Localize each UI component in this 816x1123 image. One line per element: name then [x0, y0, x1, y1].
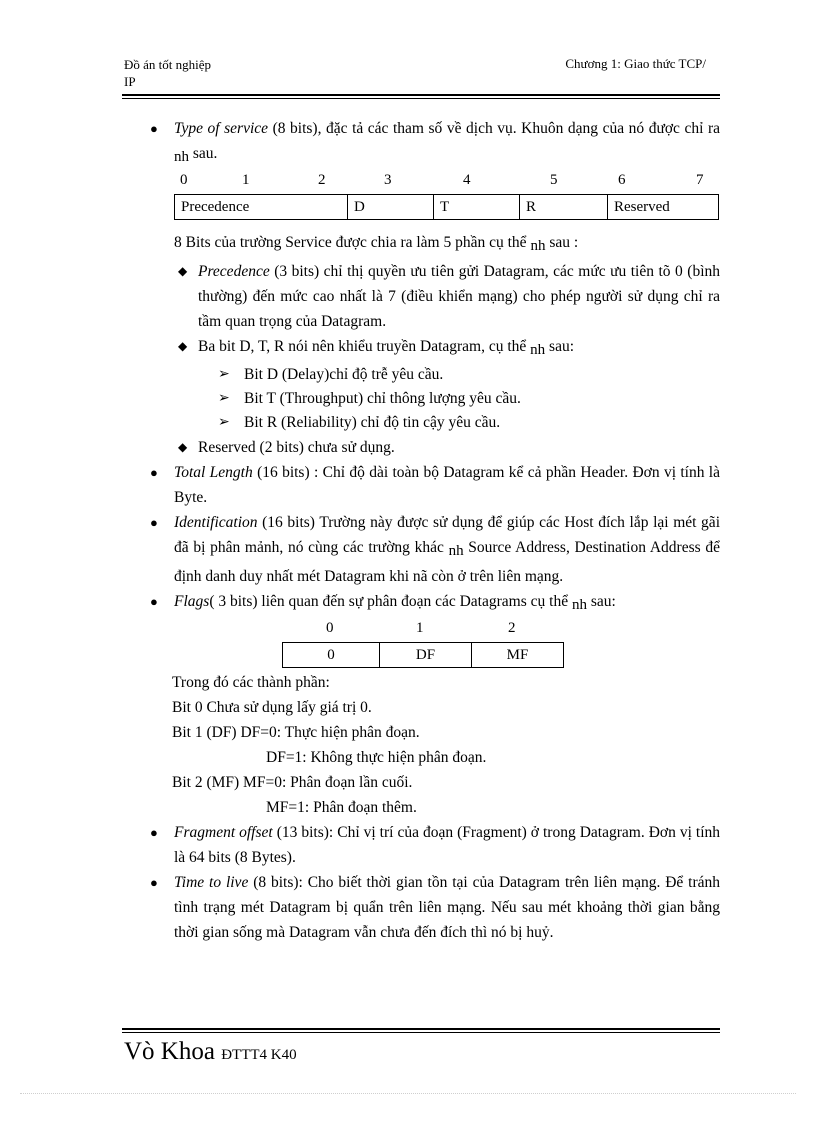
- diamond-dtr: ◆ Ba bit D, T, R nói nên khiểu truyền Datagram, cụ thể nh sau:: [122, 334, 720, 363]
- bit-label: 3: [384, 172, 392, 188]
- term-type-of-service: Type of service: [174, 120, 269, 137]
- field-t: T: [433, 195, 519, 219]
- flags-bit-layout: [282, 618, 720, 670]
- bullet-flags: ● Flags( 3 bits) liên quan đến sự phân đoạn các Datagrams cụ thể nh sau:: [122, 589, 720, 618]
- field-reserved: Reserved: [607, 195, 718, 219]
- running-header-left: [124, 56, 211, 90]
- bullet-dot-icon: ●: [150, 825, 158, 840]
- field-r: R: [519, 195, 607, 219]
- bullet-dot-icon: ●: [150, 465, 158, 480]
- arrow-bullet-icon: ➢: [218, 367, 230, 382]
- footer-rule-thin: [122, 1032, 720, 1033]
- footer-rule-thick: [122, 1028, 720, 1030]
- diamond-precedence: ◆ Precedence (3 bits) chỉ thị quyền ưu tiên gửi Datagram, các mức ưu tiên tõ 0 (bình thường) đến mức cao nhất là 7 (điều khiển mạng) cho phép người sử dụng chỉ ra tầm quan trọng của Datagram.: [122, 259, 720, 334]
- term-precedence: Precedence: [198, 263, 270, 280]
- footer-author: Vò Khoa: [124, 1038, 222, 1065]
- diamond-reserved: ◆ Reserved (2 bits) chưa sử dụng.: [122, 435, 720, 460]
- arrow-item-delay: ➢ Bit D (Delay)chỉ độ trễ yêu cầu.: [122, 363, 720, 387]
- bit-label: 1: [242, 172, 250, 188]
- service-intro: 8 Bits của trường Service được chia ra làm 5 phần cụ thể nh sau :: [174, 234, 579, 254]
- header-rule-thin: [122, 98, 720, 99]
- page-edge-dotted-line: [20, 1093, 796, 1094]
- bullet-dot-icon: ●: [150, 875, 158, 890]
- arrow-item-reliability: ➢ Bit R (Reliability) chỉ độ tin cậy yêu cầu.: [122, 411, 720, 435]
- bullet-fragment-offset: ● Fragment offset (13 bits): Chỉ vị trí của đoạn (Fragment) ở trong Datagram. Đơn vị tính là 64 bits (8 Bytes).: [122, 820, 720, 870]
- field-precedence: Precedence: [181, 199, 250, 215]
- page-body: [122, 116, 720, 945]
- bit-label: 4: [463, 172, 471, 188]
- term-flags: Flags: [174, 593, 210, 610]
- header-doc-type: Đồ án tốt nghiệp: [124, 57, 212, 72]
- flags-field-table: [282, 642, 564, 668]
- footer-class: ĐTTT4 K40: [221, 1047, 297, 1063]
- bullet-dot-icon: ●: [150, 594, 158, 609]
- bullet-dot-icon: ●: [150, 121, 158, 136]
- arrow-item-throughput: ➢ Bit T (Throughput) chỉ thông lượng yêu cầu.: [122, 387, 720, 411]
- field-d: D: [347, 195, 433, 219]
- bit-label: 2: [508, 620, 516, 636]
- diamond-bullet-icon: ◆: [178, 339, 188, 353]
- bit-label: 5: [550, 172, 558, 188]
- arrow-bullet-icon: ➢: [218, 391, 230, 406]
- bit-label: 0: [180, 172, 188, 188]
- bullet-time-to-live: ● Time to live (8 bits): Cho biết thời gian tồn tại của Datagram trên liên mạng. Để tránh tình trạng mét Datagram bị quẩn trên liên mạng. Nếu sau mét khoảng thời gian bằng thời gian sống mà Datagram vẫn chưa đến đích thì nó bị huỷ.: [122, 870, 720, 945]
- field-mf: MF: [471, 643, 563, 667]
- bullet-total-length: ● Total Length (16 bits) : Chỉ độ dài toàn bộ Datagram kể cả phần Header. Đơn vị tính là Byte.: [122, 460, 720, 510]
- field-df: DF: [379, 643, 471, 667]
- bullet-dot-icon: ●: [150, 515, 158, 530]
- flag-desc-bit1: Bit 1 (DF) DF=0: Thực hiện phân đoạn.: [172, 724, 420, 741]
- flag-desc-bit2: Bit 2 (MF) MF=0: Phân đoạn lần cuối.: [172, 774, 413, 791]
- bit-label: 0: [326, 620, 334, 636]
- diamond-bullet-icon: ◆: [178, 264, 188, 278]
- tos-bit-layout: [174, 170, 720, 230]
- arrow-bullet-icon: ➢: [218, 415, 230, 430]
- field-bit0: 0: [327, 647, 335, 663]
- tos-field-table: [174, 194, 719, 220]
- diamond-bullet-icon: ◆: [178, 440, 188, 454]
- bit-label: 6: [618, 172, 626, 188]
- bit-label: 7: [696, 172, 704, 188]
- flag-desc-mf1: MF=1: Phân đoạn thêm.: [266, 799, 417, 816]
- bullet-type-of-service: ● Type of service (8 bits), đặc tả các tham số về dịch vụ. Khuôn dạng của nó được chỉ ra nh sau.: [122, 116, 720, 170]
- bullet-identification: ● Identification (16 bits) Trường này được sử dụng để giúp các Host đích lắp lại mét gãi đã bị phân mảnh, nó cùng các trường khác nh Source Address, Destination Address để định danh duy nhất mét Datagram khi nã còn ở trên liên mạng.: [122, 510, 720, 589]
- term-identification: Identification: [174, 514, 258, 531]
- bit-label: 2: [318, 172, 326, 188]
- running-footer: [124, 1038, 297, 1066]
- term-total-length: Total Length: [174, 464, 253, 481]
- bit-label: 1: [416, 620, 424, 636]
- header-doc-type-cont: IP: [124, 74, 136, 89]
- flag-desc-bit0: Bit 0 Chưa sử dụng lấy giá trị 0.: [172, 699, 372, 716]
- flag-desc-df1: DF=1: Không thực hiện phân đoạn.: [266, 749, 487, 766]
- flag-desc-intro: Trong đó các thành phần:: [172, 674, 330, 691]
- header-rule-thick: [122, 94, 720, 96]
- running-header-right: Chương 1: Giao thức TCP/: [565, 56, 706, 71]
- term-time-to-live: Time to live: [174, 874, 249, 891]
- term-fragment-offset: Fragment offset: [174, 824, 273, 841]
